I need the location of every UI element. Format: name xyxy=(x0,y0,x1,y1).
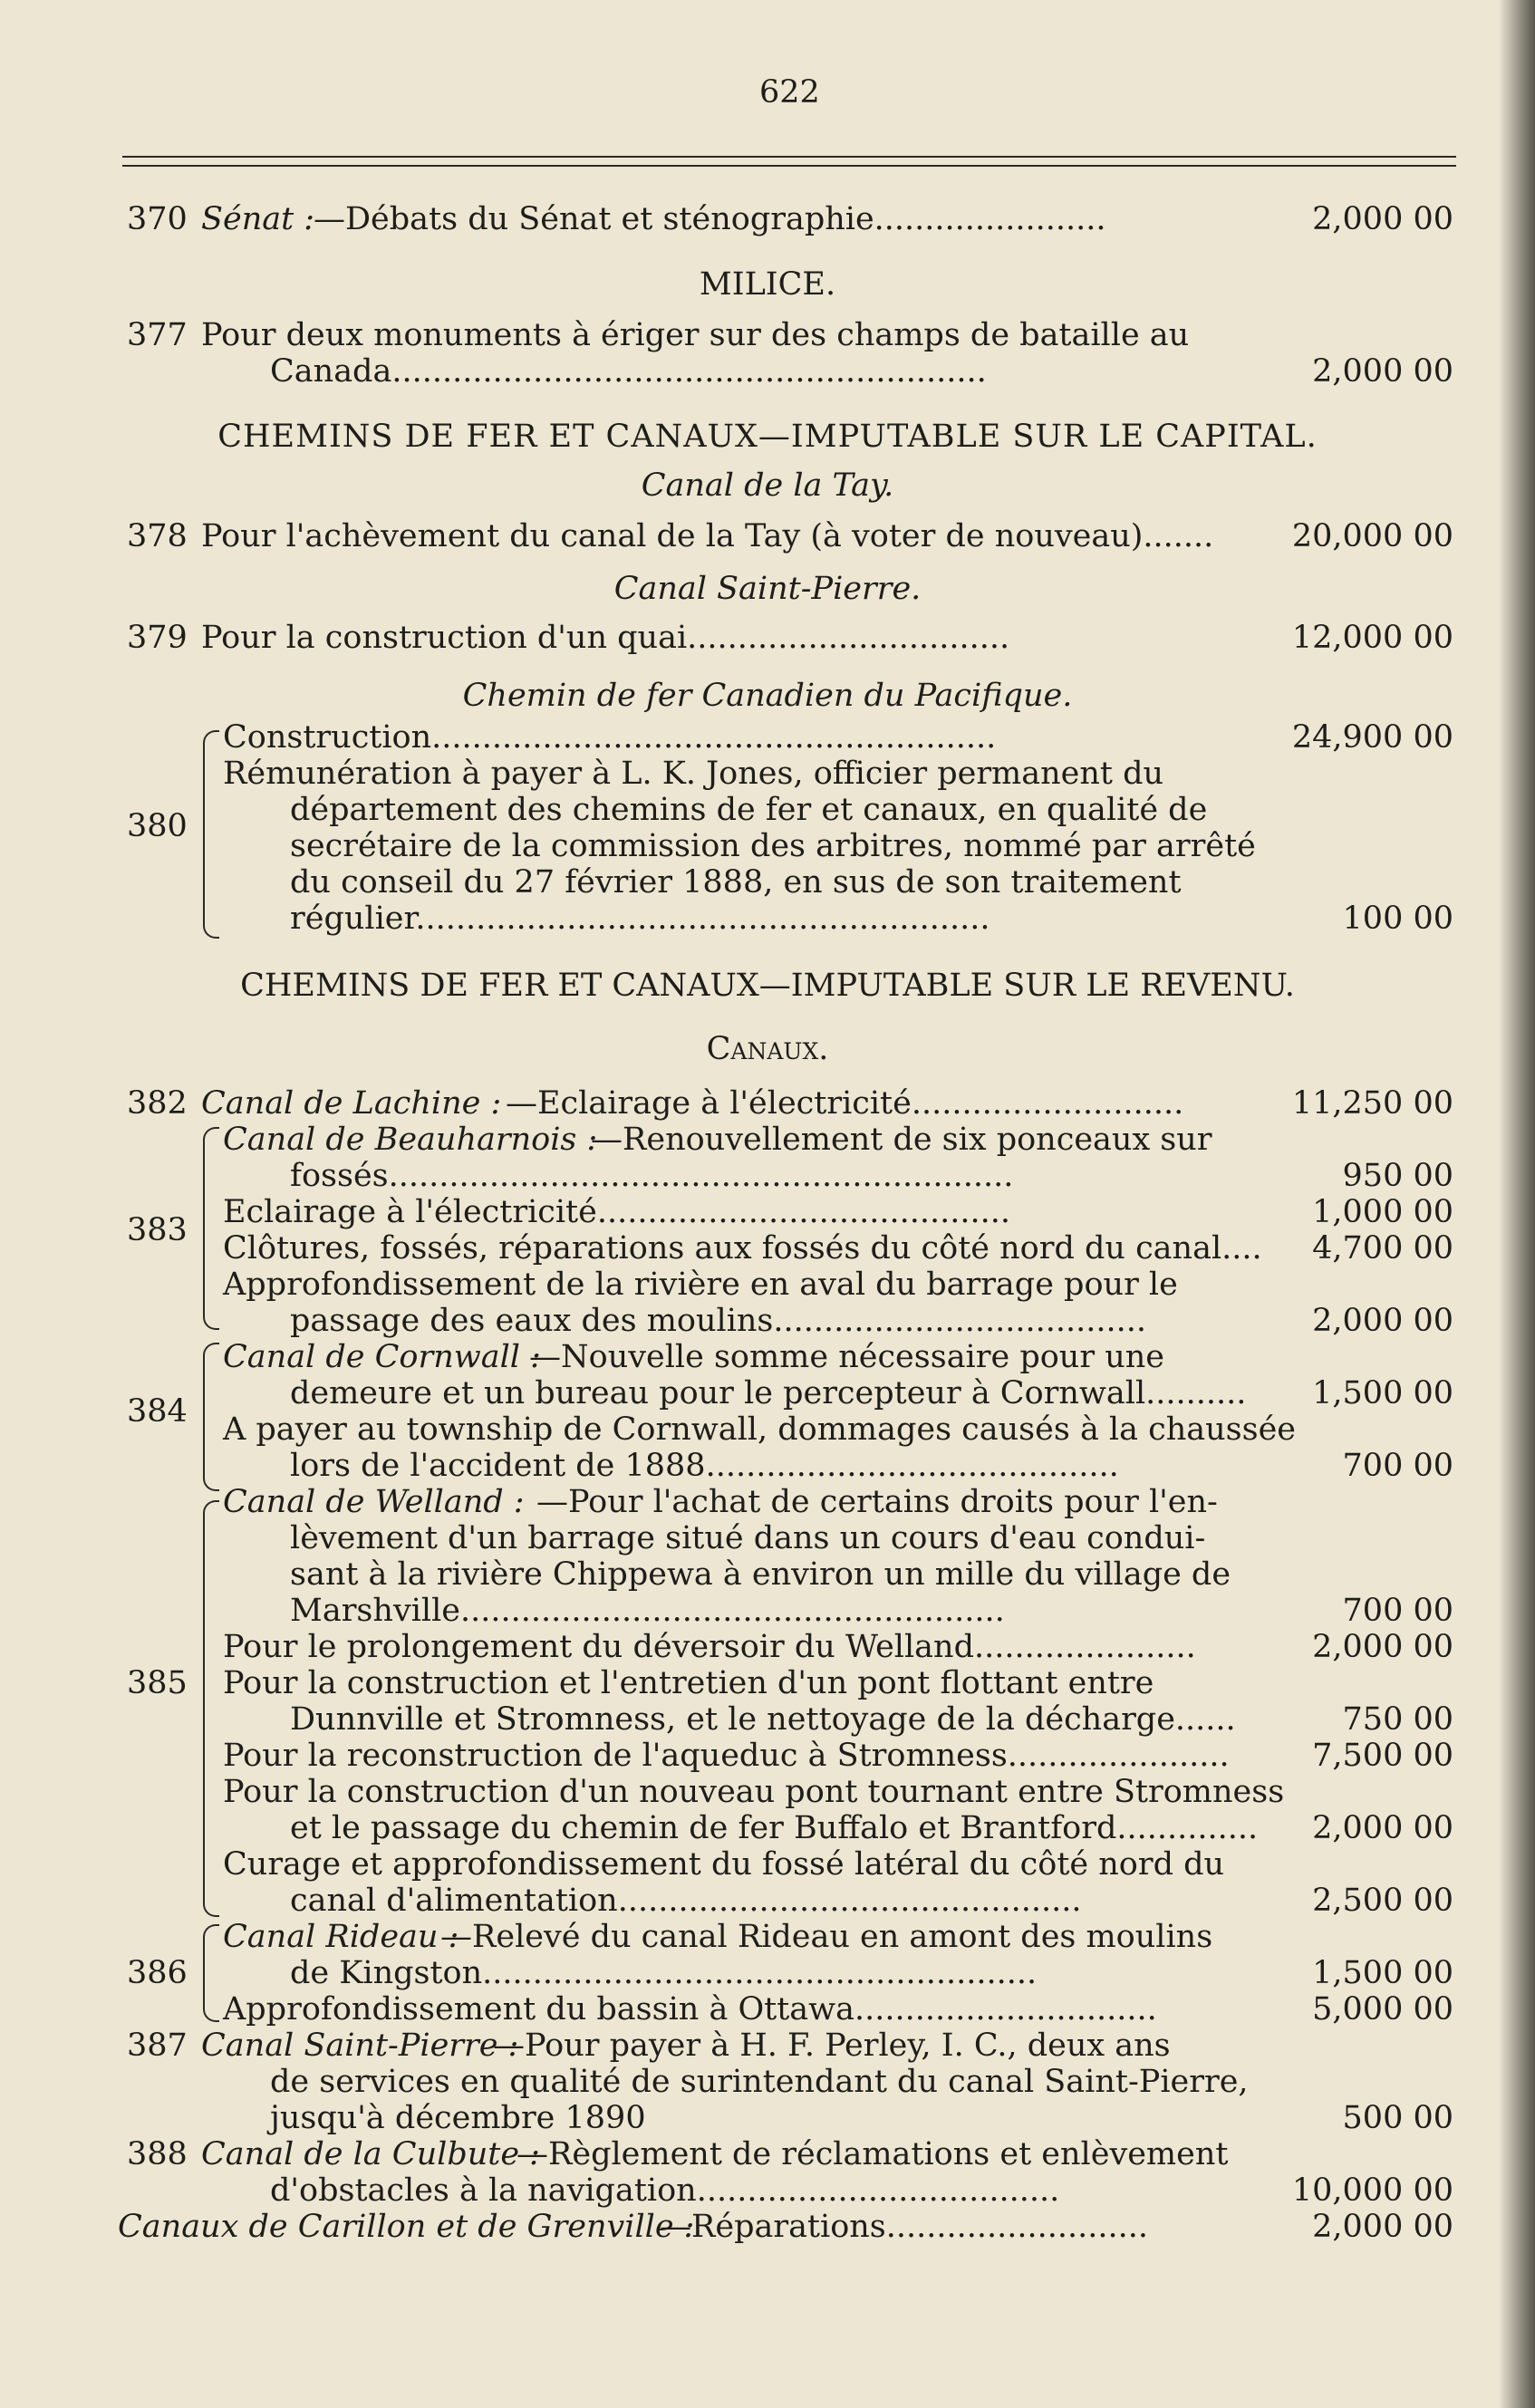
item-bracket xyxy=(203,1343,219,1491)
subsection-heading: Canal de la Tay. xyxy=(641,467,894,504)
item-text: d'obstacles à la navigation.................................... xyxy=(270,2172,1060,2209)
item-amount: 10,000 00 xyxy=(1291,2172,1453,2209)
item-label: Canal de Welland : xyxy=(223,1484,525,1520)
item-bracket xyxy=(203,1127,219,1330)
item-text: Approfondissement du bassin à Ottawa.............................. xyxy=(223,1991,1157,2028)
item-amount: 24,900 00 xyxy=(1291,719,1453,756)
item-text: département des chemins de fer et canaux, en qualité de xyxy=(290,792,1208,828)
item-text: Construction........................................................ xyxy=(223,719,997,756)
item-text: Pour deux monuments à ériger sur des champs de bataille au xyxy=(201,317,1190,353)
item-amount: 500 00 xyxy=(1342,2100,1453,2136)
item-amount: 1,000 00 xyxy=(1312,1194,1453,1230)
item-text: Clôtures, fossés, réparations aux fossés du côté nord du canal.... xyxy=(223,1230,1262,1267)
item-label: Canal de Beauharnois : xyxy=(223,1122,598,1158)
subsection-heading: Chemin de fer Canadien du Pacifique. xyxy=(462,678,1073,714)
item-label: Canaux de Carillon et de Grenville : xyxy=(118,2209,695,2245)
item-label: Canal Rideau : xyxy=(223,1919,459,1955)
item-number: 377 xyxy=(127,317,188,353)
item-text: Marshville...................................................... xyxy=(290,1593,1005,1629)
item-text: —Eclairage à l'électricité........................... xyxy=(506,1085,1184,1122)
item-number: 384 xyxy=(127,1393,188,1430)
item-amount: 950 00 xyxy=(1342,1158,1453,1194)
item-text: —Débats du Sénat et sténographie....................... xyxy=(314,201,1106,237)
subsection-heading: Canal Saint-Pierre. xyxy=(613,571,922,607)
item-number: 386 xyxy=(127,1955,188,1991)
item-text: Pour la construction et l'entretien d'un pont flottant entre xyxy=(223,1665,1154,1701)
item-text: Pour l'achèvement du canal de la Tay (à voter de nouveau)....... xyxy=(201,518,1214,554)
item-text: —Renouvellement de six ponceaux sur xyxy=(591,1122,1212,1158)
item-bracket xyxy=(203,1924,219,2022)
item-text: de services en qualité de surintendant du canal Saint-Pierre, xyxy=(270,2064,1249,2100)
item-text: Pour la construction d'un nouveau pont tournant entre Stromness xyxy=(223,1774,1285,1810)
item-label: Canal de la Culbute : xyxy=(201,2136,540,2172)
item-amount: 5,000 00 xyxy=(1312,1991,1453,2028)
item-text: —Règlement de réclamations et enlèvement xyxy=(516,2136,1229,2172)
item-amount: 700 00 xyxy=(1342,1593,1453,1629)
subsection-heading: Canaux. xyxy=(706,1031,829,1067)
item-amount: 2,000 00 xyxy=(1312,2209,1453,2245)
item-text: —Réparations.......................... xyxy=(660,2209,1149,2245)
item-text: fossés.............................................................. xyxy=(290,1158,1014,1194)
item-text: —Pour l'achat de certains droits pour l'en- xyxy=(536,1484,1218,1520)
page-number: 622 xyxy=(759,74,820,111)
item-text: du conseil du 27 février 1888, en sus de son traitement xyxy=(290,864,1182,901)
item-bracket xyxy=(203,1500,219,1917)
item-amount: 12,000 00 xyxy=(1291,620,1453,656)
item-number: 379 xyxy=(127,620,188,656)
header-rule xyxy=(122,156,1456,158)
item-amount: 20,000 00 xyxy=(1291,518,1453,554)
item-text: A payer au township de Cornwall, dommages causés à la chaussée xyxy=(223,1411,1297,1448)
item-text: lèvement d'un barrage situé dans un cours d'eau condui- xyxy=(290,1520,1206,1556)
item-number: 380 xyxy=(127,808,188,844)
item-amount: 2,500 00 xyxy=(1312,1883,1453,1919)
item-amount: 1,500 00 xyxy=(1312,1955,1453,1991)
item-text: jusqu'à décembre 1890 xyxy=(270,2100,646,2136)
item-amount: 2,000 00 xyxy=(1312,201,1453,237)
item-text: Pour la reconstruction de l'aqueduc à Stromness...................... xyxy=(223,1738,1230,1774)
item-text: Dunnville et Stromness, et le nettoyage de la décharge...... xyxy=(290,1701,1236,1738)
binding-shadow xyxy=(1499,0,1535,2408)
item-bracket xyxy=(203,730,219,939)
item-text: —Nouvelle somme nécessaire pour une xyxy=(529,1339,1164,1375)
item-text: —Relevé du canal Rideau en amont des moulins xyxy=(440,1919,1213,1955)
item-text: régulier......................................................... xyxy=(290,901,990,937)
section-heading: MILICE. xyxy=(699,266,836,303)
item-text: —Pour payer à H. F. Perley, I. C., deux ans xyxy=(493,2028,1171,2064)
item-text: sant à la rivière Chippewa à environ un mille du village de xyxy=(290,1556,1231,1593)
item-amount: 1,500 00 xyxy=(1312,1375,1453,1411)
item-text: Approfondissement de la rivière en aval du barrage pour le xyxy=(223,1267,1178,1303)
header-rule xyxy=(122,165,1456,167)
item-text: demeure et un bureau pour le percepteur à Cornwall.......... xyxy=(290,1375,1247,1411)
item-text: Eclairage à l'électricité......................................... xyxy=(223,1194,1010,1230)
item-amount: 11,250 00 xyxy=(1291,1085,1453,1122)
item-text: Pour le prolongement du déversoir du Welland...................... xyxy=(223,1629,1196,1665)
item-text: et le passage du chemin de fer Buffalo et Brantford.............. xyxy=(290,1810,1259,1846)
item-amount: 2,000 00 xyxy=(1312,1303,1453,1339)
item-text: Rémunération à payer à L. K. Jones, officier permanent du xyxy=(223,756,1164,792)
item-number: 370 xyxy=(127,201,188,237)
item-amount: 700 00 xyxy=(1342,1448,1453,1484)
item-text: canal d'alimentation.............................................. xyxy=(290,1883,1082,1919)
item-number: 387 xyxy=(127,2028,188,2064)
item-label: Canal Saint-Pierre : xyxy=(201,2028,519,2064)
item-text: secrétaire de la commission des arbitres, nommé par arrêté xyxy=(290,828,1256,864)
item-amount: 4,700 00 xyxy=(1312,1230,1453,1267)
section-heading: CHEMINS DE FER ET CANAUX—IMPUTABLE SUR LE CAPITAL. xyxy=(217,419,1318,455)
item-label: Sénat : xyxy=(201,201,315,237)
section-heading: CHEMINS DE FER ET CANAUX—IMPUTABLE SUR LE REVENU. xyxy=(240,968,1295,1004)
item-number: 388 xyxy=(127,2136,188,2172)
item-amount: 100 00 xyxy=(1342,901,1453,937)
item-number: 382 xyxy=(127,1085,188,1122)
item-text: lors de l'accident de 1888......................................... xyxy=(290,1448,1119,1484)
item-label: Canal de Lachine : xyxy=(201,1085,502,1122)
item-text: Canada........................................................... xyxy=(270,353,987,390)
item-amount: 750 00 xyxy=(1342,1701,1453,1738)
item-text: Curage et approfondissement du fossé latéral du côté nord du xyxy=(223,1846,1225,1883)
item-number: 385 xyxy=(127,1665,188,1701)
item-amount: 2,000 00 xyxy=(1312,353,1453,390)
item-number: 378 xyxy=(127,518,188,554)
item-text: passage des eaux des moulins..................................... xyxy=(290,1303,1147,1339)
item-amount: 2,000 00 xyxy=(1312,1629,1453,1665)
item-amount: 7,500 00 xyxy=(1312,1738,1453,1774)
item-label: Canal de Cornwall : xyxy=(223,1339,541,1375)
item-number: 383 xyxy=(127,1212,188,1248)
item-text: Pour la construction d'un quai................................ xyxy=(201,620,1010,656)
item-text: de Kingston....................................................... xyxy=(290,1955,1038,1991)
item-amount: 2,000 00 xyxy=(1312,1810,1453,1846)
